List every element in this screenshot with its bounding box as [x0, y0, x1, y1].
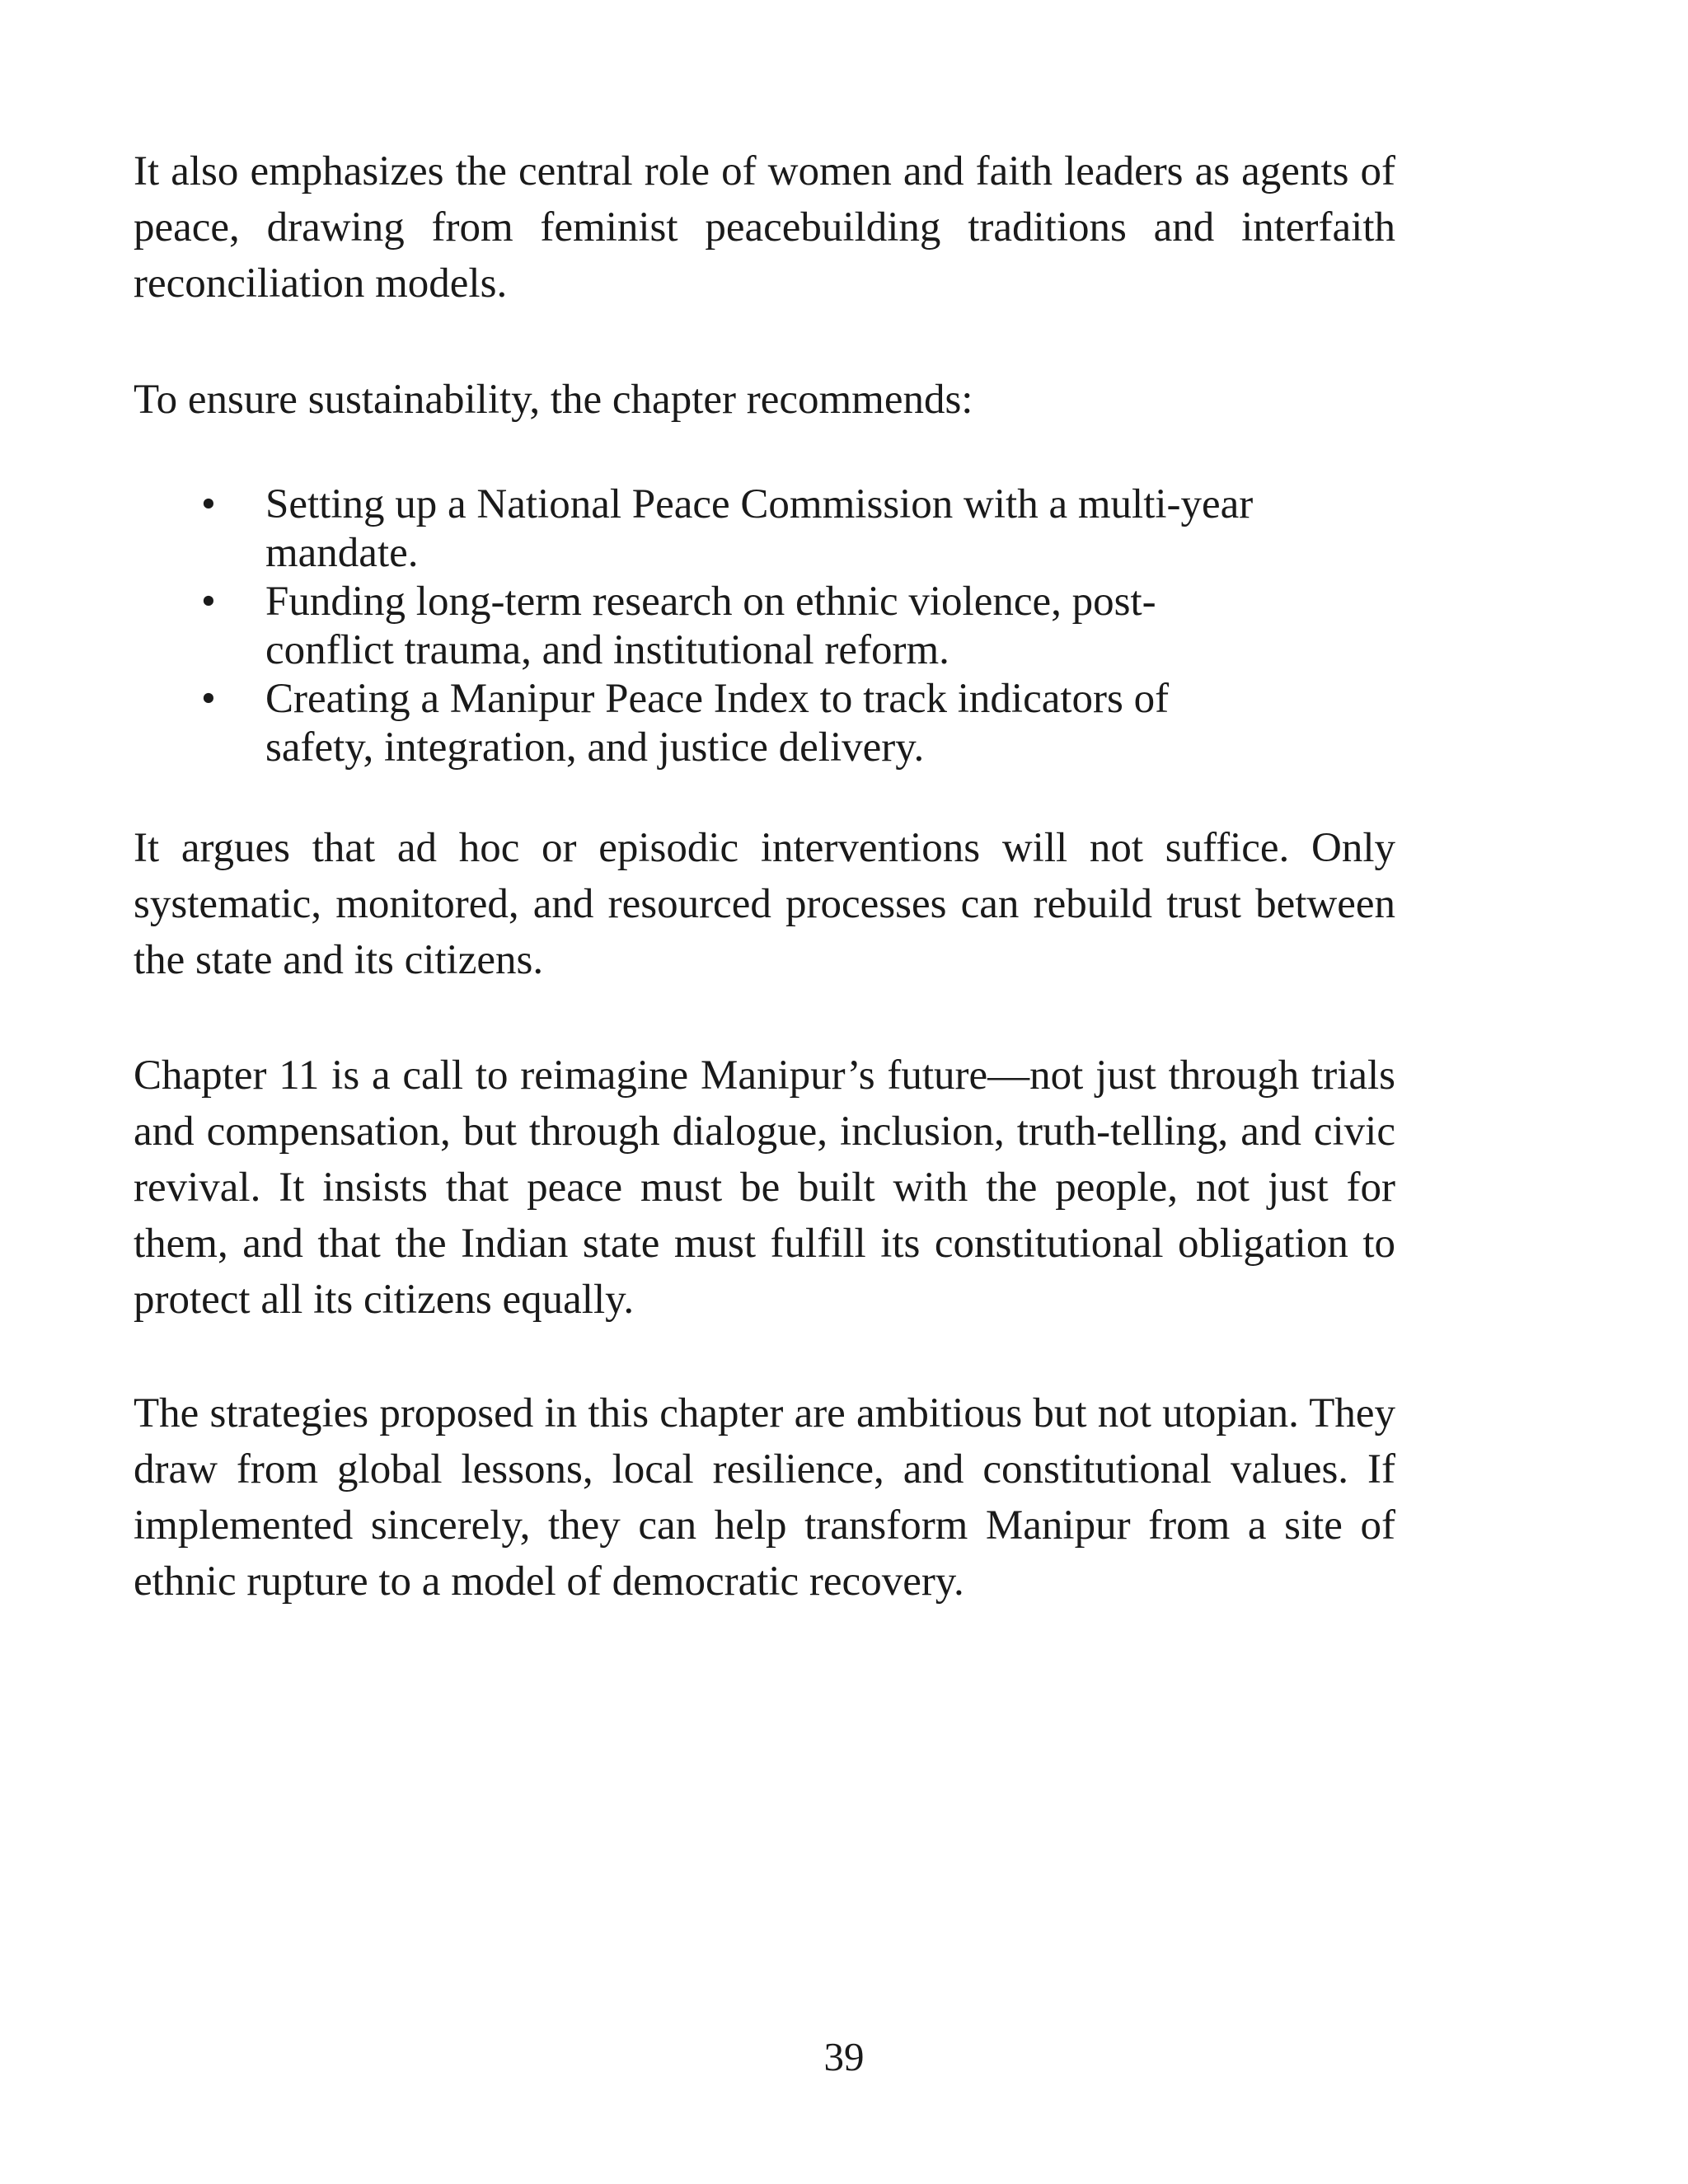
- list-item-text: Creating a Manipur Peace Index to track indicators of safety, integration, and justice delivery.: [265, 676, 1170, 771]
- list-item: [134, 578, 1279, 675]
- bullet-icon: •: [201, 676, 216, 722]
- list-item: [134, 480, 1279, 578]
- paragraph-chapter-11-summary: Chapter 11 is a call to reimagine Manipur’s future—not just through trials and compensation, but through dialogue, inclusion, truth-telling, and civic revival. It insists that peace must be built with the people, not just for them, and that the Indian state must fulfill its constitutional obligation to protect all its citizens equally.: [134, 1052, 1395, 1323]
- paragraph-sustainability-intro: To ensure sustainability, the chapter recommends:: [134, 377, 973, 423]
- recommendations-list: [134, 480, 1395, 772]
- paragraph-systematic-processes: It argues that ad hoc or episodic interventions will not suffice. Only systematic, monitored, and resourced processes can rebuild trust between the state and its citizens.: [134, 825, 1395, 983]
- paragraph-women-faith-leaders: It also emphasizes the central role of women and faith leaders as agents of peace, drawing from feminist peacebuilding traditions and interfaith reconciliation models.: [134, 148, 1395, 307]
- list-item-text: Funding long-term research on ethnic violence, post-conflict trauma, and institutional reform.: [265, 579, 1156, 673]
- paragraph-strategies-conclusion: The strategies proposed in this chapter are ambitious but not utopian. They draw from global lessons, local resilience, and constitutional values. If implemented sincerely, they can help transform Manipur from a site of ethnic rupture to a model of democratic recovery.: [134, 1390, 1395, 1605]
- list-item-text: Setting up a National Peace Commission with a multi-year mandate.: [265, 481, 1254, 576]
- list-item: [134, 675, 1279, 772]
- bullet-icon: •: [201, 481, 216, 527]
- page-number: 39: [823, 2034, 865, 2079]
- bullet-icon: •: [201, 579, 216, 625]
